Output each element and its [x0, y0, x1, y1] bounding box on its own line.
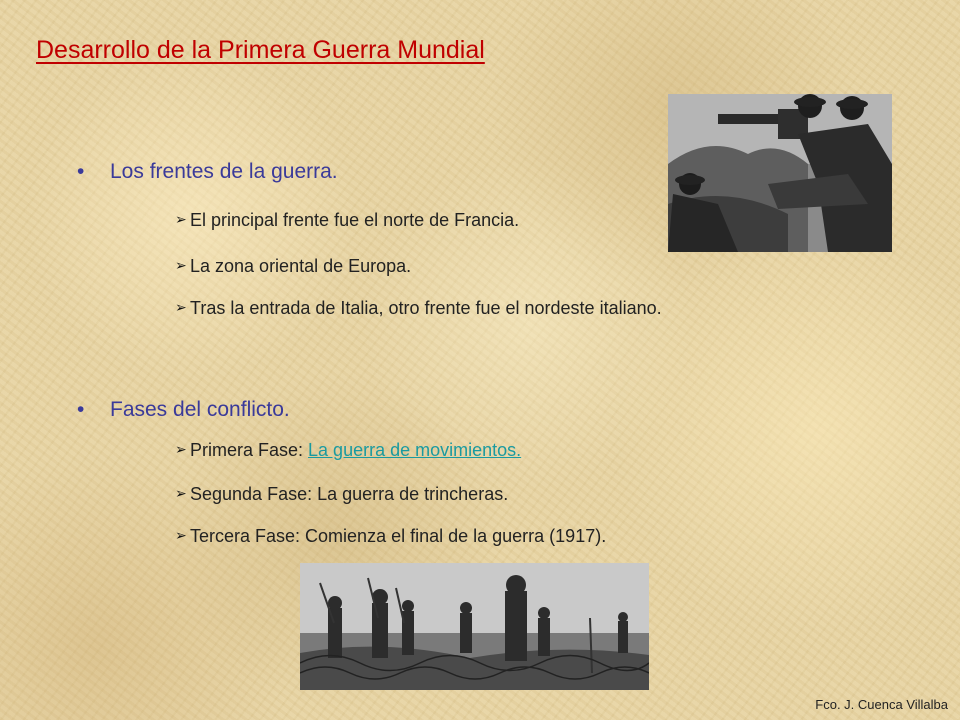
sub-item-italy-front: ➢ Tras la entrada de Italia, otro frente fue el nordeste italiano. [175, 298, 662, 318]
bullet-dot-icon: • [77, 398, 85, 421]
arrow-bullet-icon: ➢ [175, 441, 187, 457]
machine-gun-photo [668, 94, 892, 252]
arrow-bullet-icon: ➢ [175, 299, 187, 315]
section-heading-phases: • Fases del conflicto. [77, 398, 290, 421]
sub-item-phase-1: ➢ Primera Fase: La guerra de movimientos. [175, 440, 522, 460]
arrow-bullet-icon: ➢ [175, 527, 187, 543]
sub-item-phase-3: ➢ Tercera Fase: Comienza el final de la guerra (1917). [175, 526, 607, 546]
sub-item-eastern-europe: ➢ La zona oriental de Europa. [175, 256, 412, 276]
sub-item-phase-2: ➢ Segunda Fase: La guerra de trincheras. [175, 484, 509, 504]
section-heading-fronts: • Los frentes de la guerra. [77, 160, 338, 183]
slide-title: Desarrollo de la Primera Guerra Mundial [36, 36, 485, 64]
author-credit: Fco. J. Cuenca Villalba [815, 697, 948, 712]
soldiers-advancing-photo [300, 563, 649, 690]
arrow-bullet-icon: ➢ [175, 211, 187, 227]
arrow-bullet-icon: ➢ [175, 485, 187, 501]
movement-war-link[interactable]: La guerra de movimientos. [308, 440, 522, 460]
bullet-dot-icon: • [77, 160, 85, 183]
arrow-bullet-icon: ➢ [175, 257, 187, 273]
sub-item-north-france: ➢ El principal frente fue el norte de Francia. [175, 210, 520, 230]
